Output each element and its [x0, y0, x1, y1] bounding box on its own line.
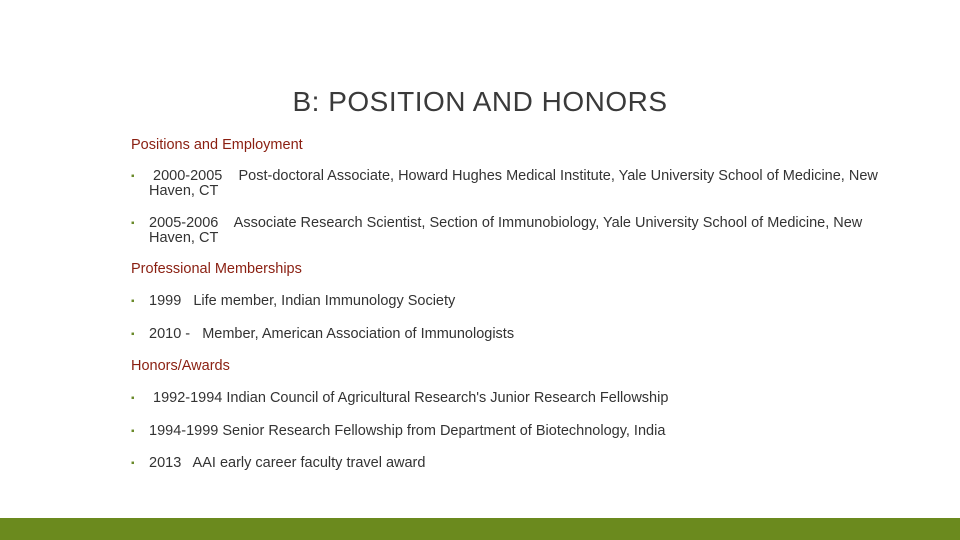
list-item [131, 216, 909, 246]
list-item-text: 2013 AAI early career faculty travel award [149, 455, 426, 471]
bullet-icon: ▪ [131, 426, 135, 437]
list-item-text: 2000-2005 Post-doctoral Associate, Howard Hughes Medical Institute, Yale University School of Medicine, New Haven, CT [149, 168, 882, 199]
list-item [131, 424, 909, 439]
list-item [131, 169, 909, 199]
list-item-text: 1994-1999 Senior Research Fellowship from Department of Biotechnology, India [149, 423, 666, 439]
bullet-icon: ▪ [131, 218, 135, 229]
list-item [131, 327, 909, 342]
bottom-accent-bar [0, 518, 960, 540]
list-item [131, 456, 909, 471]
bullet-icon: ▪ [131, 329, 135, 340]
bullet-icon: ▪ [131, 393, 135, 404]
bullet-icon: ▪ [131, 171, 135, 182]
section-heading-honors: Honors/Awards [131, 358, 230, 374]
list-item [131, 294, 909, 309]
bullet-icon: ▪ [131, 458, 135, 469]
list-item [131, 391, 909, 406]
list-item-text: 2005-2006 Associate Research Scientist, Section of Immunobiology, Yale University School of Medicine, New Haven, CT [149, 215, 867, 246]
section-heading-positions: Positions and Employment [131, 137, 303, 153]
list-item-text: 1999 Life member, Indian Immunology Society [149, 293, 456, 309]
list-item-text: 1992-1994 Indian Council of Agricultural Research's Junior Research Fellowship [149, 390, 669, 406]
list-item-text: 2010 - Member, American Association of Immunologists [149, 326, 515, 342]
slide-title: B: POSITION AND HONORS [292, 86, 668, 117]
bullet-icon: ▪ [131, 296, 135, 307]
section-heading-memberships: Professional Memberships [131, 261, 302, 277]
